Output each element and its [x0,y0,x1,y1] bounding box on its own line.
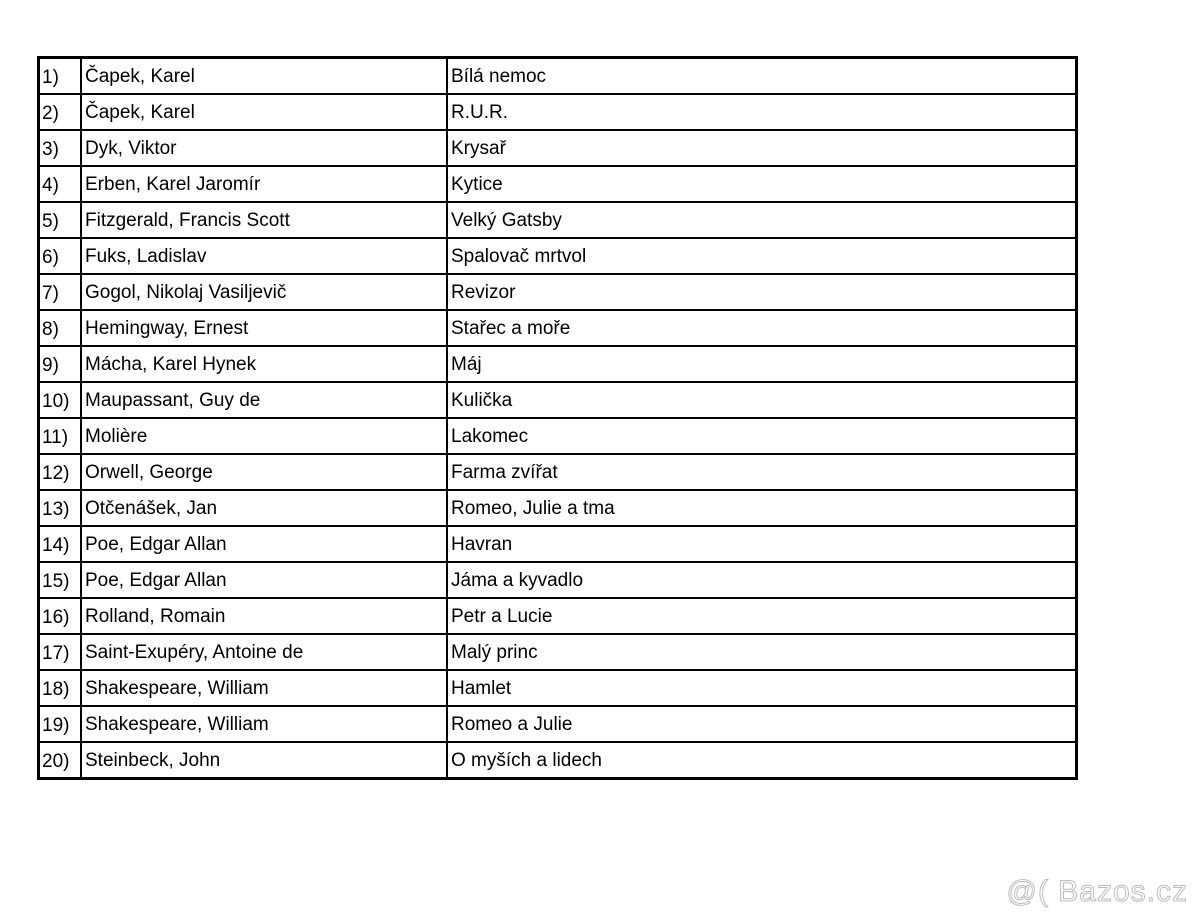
title-cell: Romeo a Julie [447,706,1077,742]
author-cell: Hemingway, Ernest [81,310,447,346]
author-cell: Maupassant, Guy de [81,382,447,418]
row-number: 19) [39,706,82,742]
table-row [39,346,1077,382]
table-row [39,454,1077,490]
title-cell: Revizor [447,274,1077,310]
table-row [39,742,1077,779]
title-cell: Krysař [447,130,1077,166]
row-number: 5) [39,202,82,238]
title-cell: Velký Gatsby [447,202,1077,238]
author-cell: Gogol, Nikolaj Vasiljevič [81,274,447,310]
author-cell: Orwell, George [81,454,447,490]
row-number: 15) [39,562,82,598]
row-number: 4) [39,166,82,202]
table-row [39,238,1077,274]
title-cell: Kytice [447,166,1077,202]
title-cell: Hamlet [447,670,1077,706]
row-number: 6) [39,238,82,274]
row-number: 17) [39,634,82,670]
book-list-table [37,56,1078,780]
table-row [39,58,1077,95]
author-cell: Steinbeck, John [81,742,447,779]
table-row [39,634,1077,670]
title-cell: Romeo, Julie a tma [447,490,1077,526]
title-cell: Petr a Lucie [447,598,1077,634]
table-row [39,166,1077,202]
title-cell: Bílá nemoc [447,58,1077,95]
title-cell: Farma zvířat [447,454,1077,490]
title-cell: O myších a lidech [447,742,1077,779]
author-cell: Poe, Edgar Allan [81,562,447,598]
author-cell: Čapek, Karel [81,94,447,130]
author-cell: Mácha, Karel Hynek [81,346,447,382]
title-cell: R.U.R. [447,94,1077,130]
author-cell: Shakespeare, William [81,706,447,742]
author-cell: Erben, Karel Jaromír [81,166,447,202]
row-number: 9) [39,346,82,382]
table-row [39,706,1077,742]
title-cell: Máj [447,346,1077,382]
table-row [39,382,1077,418]
bazos-watermark: @( Bazos.cz [1006,875,1188,908]
author-cell: Fuks, Ladislav [81,238,447,274]
title-cell: Jáma a kyvadlo [447,562,1077,598]
title-cell: Spalovač mrtvol [447,238,1077,274]
table-row [39,274,1077,310]
author-cell: Molière [81,418,447,454]
row-number: 3) [39,130,82,166]
row-number: 18) [39,670,82,706]
row-number: 11) [39,418,82,454]
author-cell: Fitzgerald, Francis Scott [81,202,447,238]
row-number: 14) [39,526,82,562]
title-cell: Malý princ [447,634,1077,670]
row-number: 2) [39,94,82,130]
row-number: 10) [39,382,82,418]
book-list-body [39,58,1077,779]
row-number: 20) [39,742,82,779]
author-cell: Čapek, Karel [81,58,447,95]
table-row [39,310,1077,346]
table-row [39,418,1077,454]
table-row [39,130,1077,166]
table-row [39,490,1077,526]
author-cell: Dyk, Viktor [81,130,447,166]
author-cell: Otčenášek, Jan [81,490,447,526]
author-cell: Poe, Edgar Allan [81,526,447,562]
row-number: 13) [39,490,82,526]
title-cell: Havran [447,526,1077,562]
author-cell: Saint-Exupéry, Antoine de [81,634,447,670]
table-row [39,598,1077,634]
row-number: 7) [39,274,82,310]
row-number: 16) [39,598,82,634]
table-row [39,562,1077,598]
row-number: 12) [39,454,82,490]
table-row [39,526,1077,562]
author-cell: Rolland, Romain [81,598,447,634]
table-row [39,670,1077,706]
row-number: 1) [39,58,82,95]
title-cell: Lakomec [447,418,1077,454]
row-number: 8) [39,310,82,346]
title-cell: Kulička [447,382,1077,418]
author-cell: Shakespeare, William [81,670,447,706]
table-row [39,202,1077,238]
table-row [39,94,1077,130]
title-cell: Stařec a moře [447,310,1077,346]
